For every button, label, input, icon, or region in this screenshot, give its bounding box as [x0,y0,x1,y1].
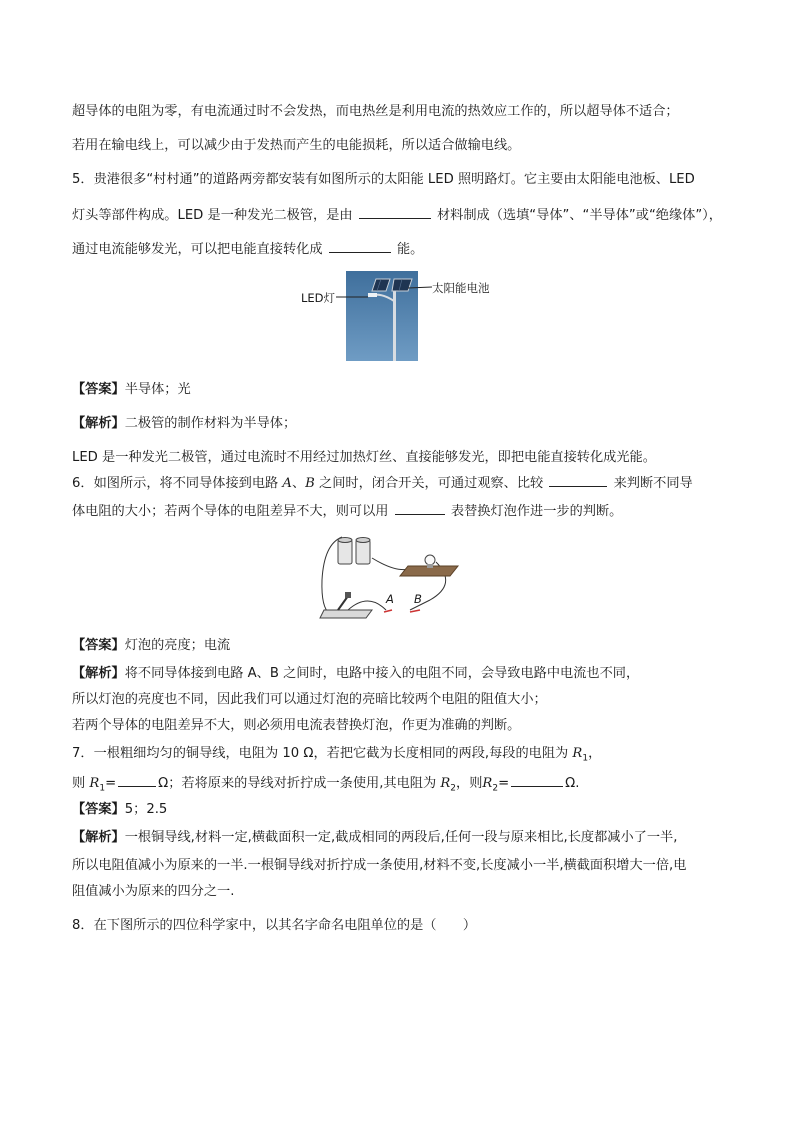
var-r: R [572,746,583,761]
label-a: A [386,592,394,606]
answer-6 [72,636,230,656]
text: 6．如图所示，将不同导体接到电路 [72,476,279,491]
analysis-text: 一根铜导线,材料一定,横截面积一定,截成相同的两段后,任何一段与原来相比,长度都减小了一半, [124,830,678,845]
subscript: 1 [582,753,589,764]
answer-7 [72,800,167,820]
question-5-line3 [72,238,423,260]
answer-blank[interactable] [359,204,431,219]
var-r: R [482,776,493,791]
text: 、 [291,476,306,491]
text: ，则 [456,776,483,791]
question-5: 5．贵港很多“村村通”的道路两旁都安装有如图所示的太阳能 LED 照明路灯。它主要由太阳能电池板、LED [72,172,695,187]
subscript: 2 [450,783,457,794]
text: 材料制成（选填“导体”、“半导体”或“绝缘体”）， [437,208,722,223]
answer-tag: 【答案】 [72,802,125,817]
answer-blank[interactable] [549,472,607,487]
text: 之间时，闭合开关，可通过观察、比较 [319,476,544,491]
var-r: R [89,776,100,791]
analysis-6-line3: 若两个导体的电阻差异不大，则必须用电流表替换灯泡，作更为准确的判断。 [72,718,521,733]
question-7 [72,744,601,769]
text: 能。 [396,242,424,257]
analysis-7-line3: 阻值减小为原来的四分之一. [72,884,235,899]
analysis-5-line2: LED 是一种发光二极管，通过电流时不用经过加热灯丝、直接能够发光，即把电能直接转化成光能。 [72,450,656,465]
question-7-line2 [72,772,579,799]
subscript: 1 [99,783,106,794]
text: 体电阻的大小；若两个导体的电阻差异不大，则可以用 [72,504,389,519]
point-a: A [282,476,292,491]
answer-text: 5；2.5 [124,802,168,817]
text: Ω. [565,776,580,791]
text: 7．一根粗细均匀的铜导线，电阻为 10 Ω，若把它截为长度相同的两段,每段的电阻为 [72,746,569,761]
answer-blank[interactable] [395,500,445,515]
text: 通过电流能够发光，可以把电能直接转化成 [72,242,323,257]
question-8: 8．在下图所示的四位科学家中，以其名字命名电阻单位的是（ ） [72,918,477,933]
analysis-text: 二极管的制作材料为半导体； [124,416,297,431]
text-line: 超导体的电阻为零，有电流通过时不会发热，而电热丝是利用电流的热效应工作的，所以超导体不适合； [72,104,679,119]
analysis-6-line2: 所以灯泡的亮度也不同，因此我们可以通过灯泡的亮暗比较两个电阻的阻值大小； [72,692,547,707]
label-b: B [414,592,422,606]
analysis-tag: 【解析】 [72,416,125,431]
answer-blank[interactable] [511,772,563,787]
text: 则 [72,776,86,791]
answer-5 [72,380,191,400]
analysis-tag: 【解析】 [72,830,125,845]
text: 表替换灯泡作进一步的判断。 [450,504,623,519]
analysis-7 [72,828,677,848]
answer-blank[interactable] [329,238,391,253]
text: 来判断不同导 [613,476,693,491]
solar-cell-label: 太阳能电池 [432,281,490,295]
led-pointer-line [336,294,370,302]
text: = [498,776,510,791]
subscript: 2 [492,783,499,794]
text: = [105,776,117,791]
question-5-line2 [72,204,722,226]
text: Ω；若将原来的导线对折拧成一条使用,其电阻为 [158,776,437,791]
answer-text: 半导体；光 [124,382,191,397]
answer-blank[interactable] [118,772,156,787]
text-line: 若用在输电线上，可以减少由于发热而产生的电能损耗，所以适合做输电线。 [72,138,521,153]
text: 灯头等部件构成。LED 是一种发光二极管，是由 [72,208,353,223]
led-lamp-label: LED灯 [301,291,336,305]
solar-pointer-line [408,284,432,292]
answer-tag: 【答案】 [72,638,125,653]
question-6-line2 [72,500,622,522]
var-r: R [440,776,451,791]
analysis-6 [72,664,639,684]
analysis-tag: 【解析】 [72,666,125,681]
answer-text: 灯泡的亮度；电流 [124,638,231,653]
analysis-7-line2: 所以电阻值减小为原来的一半.一根铜导线对折拧成一条使用,材料不变,长度减小一半,横截面积增大一倍,电 [72,858,687,873]
point-b: B [305,476,315,491]
circuit-figure [318,530,468,624]
answer-tag: 【答案】 [72,382,125,397]
question-6 [72,472,693,494]
text: ， [588,746,602,761]
circuit-diagram [318,530,468,624]
analysis-text: 将不同导体接到电路 A、B 之间时，电路中接入的电阻不同，会导致电路中电流也不同， [124,666,640,681]
analysis-5 [72,414,296,434]
